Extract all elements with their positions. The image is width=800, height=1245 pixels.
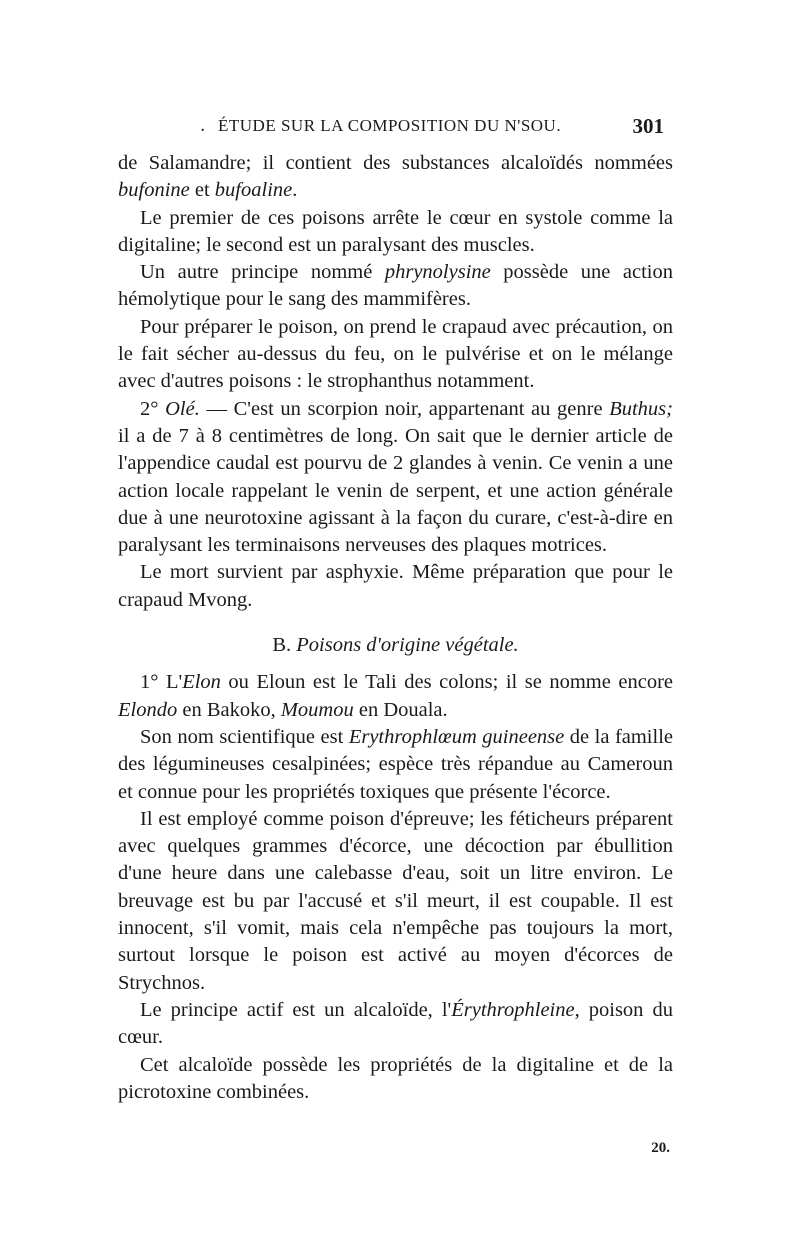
italic-text: Poisons d'origine végétale. bbox=[296, 634, 519, 657]
paragraph bbox=[118, 396, 673, 560]
text-run: et bbox=[189, 179, 215, 202]
text-run: Pour préparer le poison, on prend le crapaud avec précaution, on le fait sécher au-dessus du feu, on le pulvérise et on le mélange avec d'autres poisons : le strophanthus notamment. bbox=[118, 315, 673, 393]
italic-text: phrynolysine bbox=[384, 261, 491, 284]
text-run: 1° L' bbox=[140, 671, 183, 694]
text-run: B. bbox=[272, 634, 297, 657]
text-run: de la famille des légumineuses cesalpinées; espèce très répandue au Cameroun et connue pour les propriétés toxiques que présente l'écorce. bbox=[118, 725, 673, 803]
paragraph bbox=[118, 259, 673, 314]
paragraph bbox=[118, 669, 673, 724]
text-run: Cet alcaloïde possède les propriétés de la digitaline et de la picrotoxine combinées. bbox=[118, 1053, 673, 1103]
page-number: 301 bbox=[632, 114, 664, 138]
signature-mark: 20. bbox=[651, 1140, 670, 1156]
text-run: il a de 7 à 8 centimètres de long. On sait que le dernier article de l'appendice caudal est pourvu de 2 glandes à venin. Ce venin a une action locale rappelant le venin de serpent, et une action générale due à une neurotoxine agissant à la façon du curare, c'est-à-dire en paralysant les terminaisons nerveuses des plaques motrices. bbox=[118, 424, 673, 557]
text-run: Un autre principe nommé bbox=[140, 261, 385, 284]
italic-text: Érythrophleine bbox=[451, 998, 575, 1021]
italic-text: Erythrophlœum guineense bbox=[348, 725, 565, 748]
italic-text: bufoaline bbox=[214, 179, 293, 202]
text-run: possède une action hémolytique pour le sang des mammifères. bbox=[118, 261, 673, 311]
paragraph bbox=[118, 314, 673, 396]
body-text bbox=[118, 150, 673, 1106]
italic-text: Moumou bbox=[280, 698, 354, 721]
text-run: Le premier de ces poisons arrête le cœur en systole comme la digitaline; le second est un paralysant des muscles. bbox=[118, 206, 673, 256]
text-run: Le principe actif est un alcaloïde, l' bbox=[140, 998, 452, 1021]
header-dot: . bbox=[200, 116, 206, 136]
italic-text: Buthus; bbox=[609, 397, 673, 420]
paragraph bbox=[118, 806, 673, 997]
text-run: en Bakoko, bbox=[177, 698, 281, 721]
text-run: en Douala. bbox=[353, 698, 448, 721]
italic-text: Olé. bbox=[165, 397, 200, 420]
running-title: ÉTUDE SUR LA COMPOSITION DU N'SOU. bbox=[218, 116, 562, 135]
text-run: . bbox=[292, 179, 298, 202]
paragraph bbox=[118, 1052, 673, 1107]
text-run: Le mort survient par asphyxie. Même préparation que pour le crapaud Mvong. bbox=[118, 561, 673, 611]
section-heading bbox=[118, 632, 673, 659]
italic-text: Elondo bbox=[118, 698, 178, 721]
text-run: 2° bbox=[140, 397, 166, 420]
italic-text: bufonine bbox=[118, 179, 190, 202]
italic-text: Elon bbox=[182, 671, 221, 694]
paragraph bbox=[118, 205, 673, 260]
paragraph bbox=[118, 559, 673, 614]
text-run: — C'est un scorpion noir, appartenant au genre bbox=[199, 397, 610, 420]
text-run: Son nom scientifique est bbox=[140, 725, 349, 748]
paragraph bbox=[118, 150, 673, 205]
paragraph bbox=[118, 724, 673, 806]
text-run: ou Eloun est le Tali des colons; il se nomme encore bbox=[220, 671, 673, 694]
paragraph bbox=[118, 997, 673, 1052]
text-run: , poison du cœur. bbox=[118, 998, 673, 1049]
text-run: de Salamandre; il contient des substances alcaloïdés nommées bbox=[118, 152, 673, 174]
text-run: Il est employé comme poison d'épreuve; les féticheurs préparent avec quelques grammes d'écorce, une décoction par ébullition d'une heure dans une calebasse d'eau, soit un litre environ. Le breuvage est bu par l'accusé et s'il meurt, il est coupable. Il est innocent, s'il vomit, mais cela n'empêche pas toujours la mort, surtout lorsque le poison est activé au moyen d'écorces de Strychnos. bbox=[118, 807, 673, 994]
running-header bbox=[118, 114, 670, 144]
